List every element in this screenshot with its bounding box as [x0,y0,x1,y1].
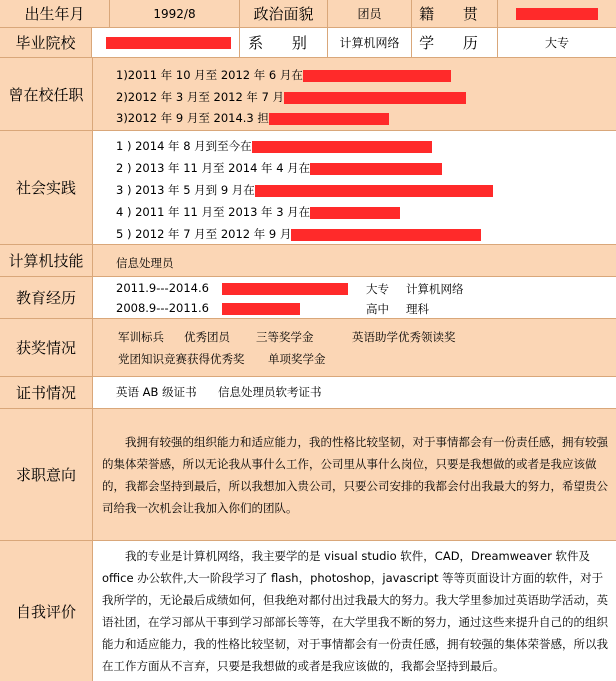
table-row: 2008.9---2011.6 [116,301,209,315]
award-item: 英语助学优秀领读奖 [352,330,456,344]
objective-section [0,408,616,540]
birth-label: 出生年月 [0,0,110,27]
awards-section [0,318,616,376]
birth-value: 1992/8 [110,0,240,27]
school-roles-label: 曾在校任职 [0,58,93,130]
origin-value [498,0,616,27]
table-row: 2011.9---2014.6 [116,281,209,295]
list-item: 2)2012 年 3 月至 2012 年 7 月 [116,89,466,105]
certificate-item: 信息处理员软考证书 [218,385,322,399]
table-cell: 大专 [366,282,389,296]
origin-label: 籍 贯 [412,0,498,27]
awards-label: 获奖情况 [0,319,93,376]
edu-label: 学 历 [412,28,498,57]
award-item: 单项奖学金 [268,352,326,366]
redaction [310,207,400,219]
redaction [222,281,348,295]
school-label: 毕业院校 [0,28,92,57]
list-item: 3)2012 年 9 月至 2014.3 担 [116,110,389,126]
redaction [291,229,481,241]
redaction [255,185,493,197]
award-item: 军训标兵 [118,330,164,344]
table-cell: 理科 [406,302,429,316]
certificates-label: 证书情况 [0,377,93,408]
practice-section [0,130,616,244]
school-roles-section [0,57,616,130]
list-item: 1)2011 年 10 月至 2012 年 6 月在 [116,67,451,83]
self-eval-text: 我的专业是计算机网络，我主要学的是 visual studio 软件，CAD，Dreamweaver 软件及 office 办公软件,大一阶段学习了 flash，photoshop，javascript 等等页面设计方面的软件，对于我所学的，无论最后成绩如何，但我绝对都付出过我最大的努力。我大学里参加过英语助学活动，英语社团，在学习部从干事到学习部部长等等，在大学里我不断的努力，通过这些来提升自己的的组织能力和适应能力，我的性格比较坚韧，对于事情都会有一份责任感，拥有较强的集体荣誉感，所以我在工作方面从不言弃，只要是我想做的或者是我应该做的，我都会坚持到最后。 [102,549,608,673]
redaction [303,70,451,82]
award-item: 党团知识竞赛获得优秀奖 [118,352,245,366]
header-row-1 [0,0,616,27]
table-cell: 高中 [366,302,389,316]
list-item: 3 ) 2013 年 5 月到 9 月在 [116,182,493,198]
award-item: 三等奖学金 [256,330,314,344]
education-label: 教育经历 [0,277,93,318]
practice-label: 社会实践 [0,131,93,244]
redaction [310,163,442,175]
redaction [222,301,300,315]
self-eval-label: 自我评价 [0,541,93,681]
redaction [269,113,389,125]
list-item: 5 ) 2012 年 7 月至 2012 年 9 月 [116,226,481,242]
objective-text: 我拥有较强的组织能力和适应能力，我的性格比较坚韧，对于事情都会有一份责任感，拥有较强的集体荣誉感，所以无论我从事什么工作，公司里从事什么岗位，只要是我想做的或者是我应该做的，我都会坚持到最后，所以我想加入贵公司，只要公司安排的我都会付出我最大的努力，希望贵公司给我一次机会让我加入你们的团队。 [102,435,608,515]
self-eval-section [0,540,616,681]
list-item: 4 ) 2011 年 11 月至 2013 年 3 月在 [116,204,400,220]
award-item: 优秀团员 [184,330,230,344]
education-section [0,276,616,318]
redaction [106,37,231,49]
politics-label: 政治面貌 [240,0,328,27]
list-item: 2 ) 2013 年 11 月至 2014 年 4 月在 [116,160,442,176]
politics-value: 团员 [328,0,412,27]
dept-label: 系 别 [240,28,328,57]
skills-value: 信息处理员 [116,256,174,270]
skills-label: 计算机技能 [0,245,93,276]
certificate-item: 英语 AB 级证书 [116,385,197,399]
objective-label: 求职意向 [0,409,93,540]
list-item: 1 ) 2014 年 8 月到至今在 [116,138,432,154]
table-cell: 计算机网络 [406,282,464,296]
dept-value: 计算机网络 [328,28,412,57]
redaction [284,92,466,104]
redaction [516,8,598,20]
certificates-section [0,376,616,408]
redaction [252,141,432,153]
skills-section [0,244,616,276]
school-value [92,28,240,57]
header-row-2 [0,27,616,57]
edu-value: 大专 [544,36,569,50]
